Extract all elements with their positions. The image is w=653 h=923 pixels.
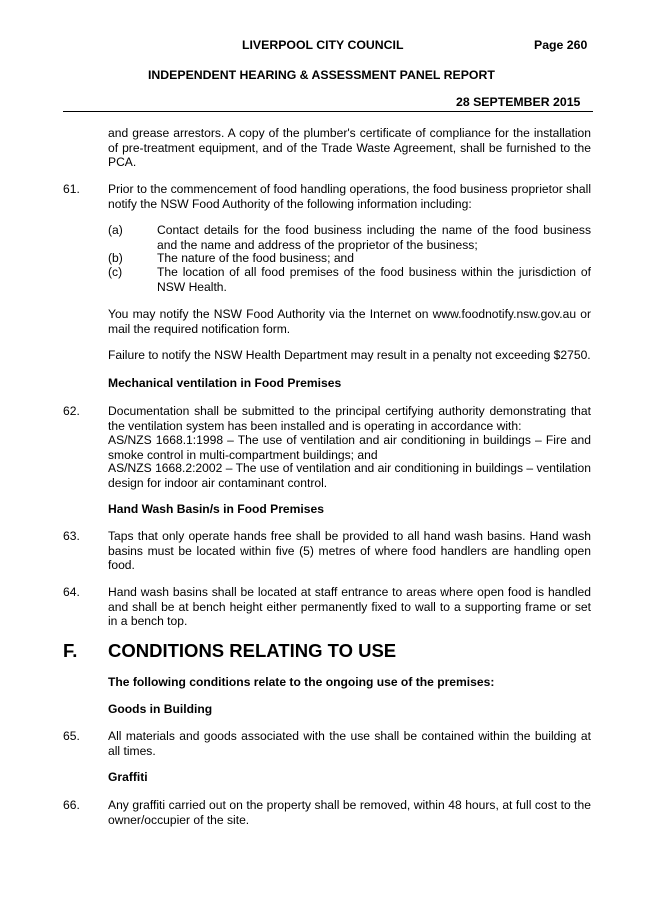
item-62-text: Documentation shall be submitted to the principal certifying authority demonstrating that the ventilation system has been installed and is operating in accordance with: [108,404,591,433]
heading-graffiti: Graffiti [108,770,148,784]
item-61-number: 61. [63,182,80,196]
item-66-number: 66. [63,798,80,812]
sub-item-b-label: (b) [108,251,123,265]
council-name: LIVERPOOL CITY COUNCIL [242,38,404,52]
item-64-number: 64. [63,585,80,599]
item-65-number: 65. [63,729,80,743]
item-64-text: Hand wash basins shall be located at staff entrance to areas where open food is handled and shall be at bench height either permanently fixed to wall to a supporting frame or set in a bench top. [108,585,591,629]
item-62-number: 62. [63,404,80,418]
item-62-standard-1: AS/NZS 1668.1:1998 – The use of ventilation and air conditioning in buildings – Fire and smoke control in multi-compartment buildings; and [108,433,591,462]
sub-item-a-text: Contact details for the food business including the name of the food business and the name and address of the proprietor of the business; [157,223,591,252]
header-divider [63,111,593,112]
sub-item-c-label: (c) [108,265,123,279]
report-title: INDEPENDENT HEARING & ASSESSMENT PANEL REPORT [148,68,495,82]
item-65-text: All materials and goods associated with the use shall be contained within the building at all times. [108,729,591,758]
section-f-letter: F. [63,640,78,661]
sub-item-b-text: The nature of the food business; and [157,251,354,265]
heading-hand-wash-basins: Hand Wash Basin/s in Food Premises [108,502,324,516]
page-number: Page 260 [534,38,588,52]
section-f-title: CONDITIONS RELATING TO USE [108,640,397,661]
item-63-number: 63. [63,529,80,543]
sub-item-a-label: (a) [108,223,123,237]
sub-item-c-text: The location of all food premises of the food business within the jurisdiction of NSW Health. [157,265,591,294]
intro-paragraph: and grease arrestors. A copy of the plumber's certificate of compliance for the installation of pre-treatment equipment, and of the Trade Waste Agreement, shall be furnished to the PCA. [108,126,591,170]
report-date: 28 SEPTEMBER 2015 [456,95,581,109]
item-66-text: Any graffiti carried out on the property shall be removed, within 48 hours, at full cost to the owner/occupier of the site. [108,798,591,827]
heading-goods-in-building: Goods in Building [108,702,213,716]
item-61-text: Prior to the commencement of food handling operations, the food business proprietor shall notify the NSW Food Authority of the following information including: [108,182,591,211]
item-62-standard-2: AS/NZS 1668.2:2002 – The use of ventilation and air conditioning in buildings – ventilation design for indoor air contaminant control. [108,461,591,490]
item-61-note-online: You may notify the NSW Food Authority via the Internet on www.foodnotify.nsw.gov.au or mail the required notification form. [108,307,591,336]
item-61-note-penalty: Failure to notify the NSW Health Department may result in a penalty not exceeding $2750. [108,348,591,362]
item-63-text: Taps that only operate hands free shall be provided to all hand wash basins. Hand wash basins must be located within five (5) metres of where food handlers are handling open food. [108,529,591,573]
heading-mechanical-ventilation: Mechanical ventilation in Food Premises [108,376,342,390]
section-f-intro: The following conditions relate to the ongoing use of the premises: [108,675,495,689]
